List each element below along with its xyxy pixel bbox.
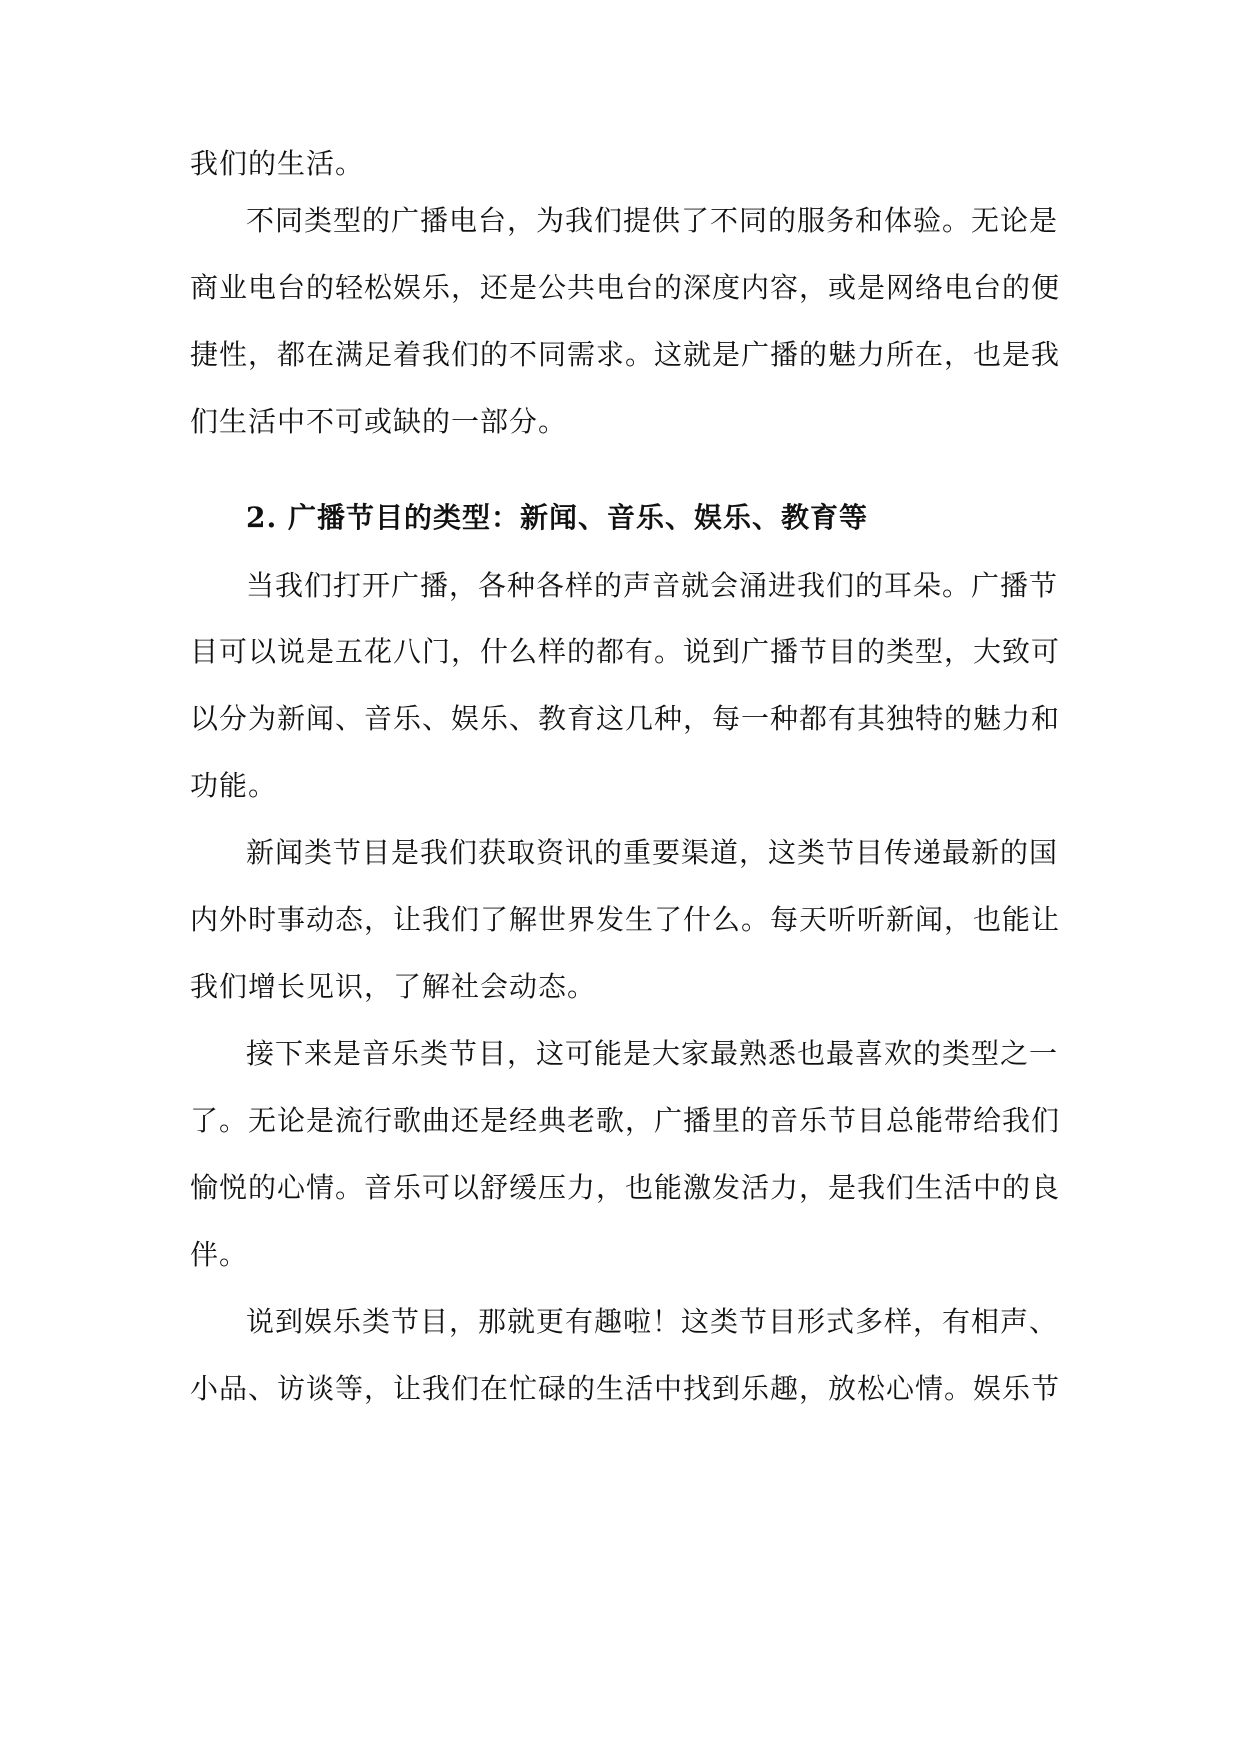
text-line: 功能。 <box>190 769 278 802</box>
text-line: 捷性，都在满足着我们的不同需求。这就是广播的魅力所在，也是我 <box>190 338 1061 371</box>
text-line: 伴。 <box>190 1238 249 1271</box>
text-line: 说到娱乐类节目，那就更有趣啦！这类节目形式多样，有相声、 <box>246 1305 1059 1338</box>
text-line: 不同类型的广播电台，为我们提供了不同的服务和体验。无论是 <box>246 204 1059 237</box>
text-line: 当我们打开广播，各种各样的声音就会涌进我们的耳朵。广播节 <box>246 569 1059 602</box>
text-line: 们生活中不可或缺的一部分。 <box>190 405 568 438</box>
text-line: 愉悦的心情。音乐可以舒缓压力，也能激发活力，是我们生活中的良 <box>190 1171 1061 1204</box>
section-heading: 2. 广播节目的类型：新闻、音乐、娱乐、教育等 <box>246 501 868 534</box>
text-line: 接下来是音乐类节目，这可能是大家最熟悉也最喜欢的类型之一 <box>246 1037 1059 1070</box>
text-line: 新闻类节目是我们获取资讯的重要渠道，这类节目传递最新的国 <box>246 836 1059 869</box>
text-line: 我们的生活。 <box>190 147 365 180</box>
text-line: 了。无论是流行歌曲还是经典老歌，广播里的音乐节目总能带给我们 <box>190 1104 1061 1137</box>
text-line: 目可以说是五花八门，什么样的都有。说到广播节目的类型，大致可 <box>190 635 1061 668</box>
text-line: 商业电台的轻松娱乐，还是公共电台的深度内容，或是网络电台的便 <box>190 271 1061 304</box>
text-line: 我们增长见识，了解社会动态。 <box>190 970 597 1003</box>
text-line: 以分为新闻、音乐、娱乐、教育这几种，每一种都有其独特的魅力和 <box>190 702 1061 735</box>
text-line: 内外时事动态，让我们了解世界发生了什么。每天听听新闻，也能让 <box>190 903 1061 936</box>
text-line: 小品、访谈等，让我们在忙碌的生活中找到乐趣，放松心情。娱乐节 <box>190 1372 1061 1405</box>
